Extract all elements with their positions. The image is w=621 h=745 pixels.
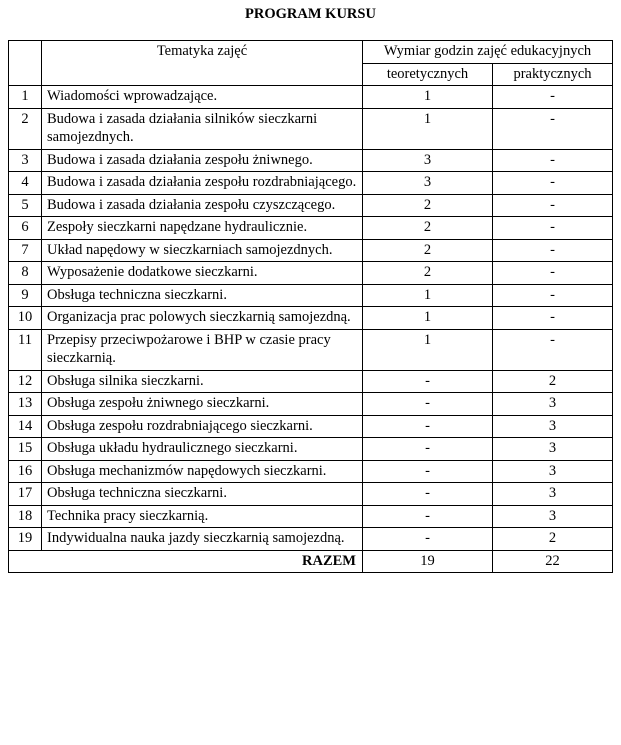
row-number: 11 (9, 329, 42, 370)
row-practice-hours: - (493, 86, 613, 109)
row-theory-hours: 2 (363, 217, 493, 240)
header-topic: Tematyka zajęć (42, 41, 363, 86)
table-row (9, 393, 613, 416)
row-theory-hours: 3 (363, 172, 493, 195)
row-topic: Indywidualna nauka jazdy sieczkarnią samojezdną. (42, 528, 363, 551)
row-topic: Obsługa zespołu żniwnego sieczkarni. (42, 393, 363, 416)
row-number: 6 (9, 217, 42, 240)
row-theory-hours: - (363, 415, 493, 438)
row-number: 2 (9, 108, 42, 149)
row-theory-hours: 2 (363, 194, 493, 217)
row-number: 10 (9, 307, 42, 330)
row-number: 5 (9, 194, 42, 217)
page-title: PROGRAM KURSU (245, 6, 376, 22)
row-topic: Budowa i zasada działania zespołu rozdrabniającego. (42, 172, 363, 195)
row-theory-hours: 1 (363, 307, 493, 330)
row-theory-hours: 1 (363, 284, 493, 307)
row-practice-hours: - (493, 194, 613, 217)
row-theory-hours: - (363, 528, 493, 551)
table-body (9, 86, 613, 551)
row-topic: Obsługa układu hydraulicznego sieczkarni. (42, 438, 363, 461)
row-number: 9 (9, 284, 42, 307)
row-theory-hours: - (363, 438, 493, 461)
row-number: 8 (9, 262, 42, 285)
row-number: 12 (9, 370, 42, 393)
row-topic: Organizacja prac polowych sieczkarnią samojezdną. (42, 307, 363, 330)
header-hours-group: Wymiar godzin zajęć edukacyjnych (363, 41, 613, 64)
row-practice-hours: 2 (493, 370, 613, 393)
row-number: 17 (9, 483, 42, 506)
table-row (9, 483, 613, 506)
row-theory-hours: 2 (363, 239, 493, 262)
table-row (9, 172, 613, 195)
row-number: 19 (9, 528, 42, 551)
row-number: 14 (9, 415, 42, 438)
table-row (9, 307, 613, 330)
row-number: 4 (9, 172, 42, 195)
total-label: RAZEM (9, 550, 363, 573)
total-theory: 19 (363, 550, 493, 573)
header-row-top (9, 41, 613, 64)
row-number: 1 (9, 86, 42, 109)
row-number: 3 (9, 149, 42, 172)
table-row (9, 262, 613, 285)
row-topic: Budowa i zasada działania zespołu czyszczącego. (42, 194, 363, 217)
row-theory-hours: 1 (363, 329, 493, 370)
row-topic: Wyposażenie dodatkowe sieczkarni. (42, 262, 363, 285)
row-topic: Obsługa techniczna sieczkarni. (42, 284, 363, 307)
row-topic: Budowa i zasada działania silników sieczkarni samojezdnych. (42, 108, 363, 149)
row-practice-hours: - (493, 284, 613, 307)
row-topic: Obsługa zespołu rozdrabniającego sieczkarni. (42, 415, 363, 438)
table-row (9, 149, 613, 172)
table-row (9, 370, 613, 393)
row-topic: Przepisy przeciwpożarowe i BHP w czasie pracy sieczkarnią. (42, 329, 363, 370)
row-topic: Obsługa techniczna sieczkarni. (42, 483, 363, 506)
table-row (9, 329, 613, 370)
table-row (9, 438, 613, 461)
row-practice-hours: - (493, 149, 613, 172)
row-number: 15 (9, 438, 42, 461)
row-topic: Obsługa silnika sieczkarni. (42, 370, 363, 393)
row-practice-hours: 3 (493, 438, 613, 461)
row-practice-hours: - (493, 307, 613, 330)
row-theory-hours: 2 (363, 262, 493, 285)
table-row (9, 217, 613, 240)
row-topic: Zespoły sieczkarni napędzane hydraulicznie. (42, 217, 363, 240)
row-number: 7 (9, 239, 42, 262)
table-row (9, 108, 613, 149)
row-practice-hours: - (493, 172, 613, 195)
total-practice: 22 (493, 550, 613, 573)
row-number: 13 (9, 393, 42, 416)
row-practice-hours: 3 (493, 393, 613, 416)
table-row (9, 460, 613, 483)
row-topic: Technika pracy sieczkarnią. (42, 505, 363, 528)
row-theory-hours: - (363, 370, 493, 393)
row-practice-hours: 3 (493, 483, 613, 506)
table-row (9, 86, 613, 109)
row-topic: Wiadomości wprowadzające. (42, 86, 363, 109)
row-practice-hours: 3 (493, 460, 613, 483)
row-practice-hours: - (493, 262, 613, 285)
row-number: 18 (9, 505, 42, 528)
table-row (9, 194, 613, 217)
header-practice: praktycznych (493, 63, 613, 86)
total-row (9, 550, 613, 573)
header-theory: teoretycznych (363, 63, 493, 86)
row-theory-hours: - (363, 460, 493, 483)
course-program-table (8, 40, 613, 573)
row-practice-hours: - (493, 329, 613, 370)
row-number: 16 (9, 460, 42, 483)
row-practice-hours: 3 (493, 415, 613, 438)
row-practice-hours: - (493, 108, 613, 149)
row-topic: Układ napędowy w sieczkarniach samojezdnych. (42, 239, 363, 262)
row-theory-hours: - (363, 505, 493, 528)
row-practice-hours: - (493, 217, 613, 240)
row-practice-hours: - (493, 239, 613, 262)
row-practice-hours: 3 (493, 505, 613, 528)
table-row (9, 239, 613, 262)
row-theory-hours: - (363, 483, 493, 506)
row-topic: Obsługa mechanizmów napędowych sieczkarni. (42, 460, 363, 483)
table-row (9, 284, 613, 307)
table-row (9, 505, 613, 528)
row-topic: Budowa i zasada działania zespołu żniwnego. (42, 149, 363, 172)
row-theory-hours: 3 (363, 149, 493, 172)
row-practice-hours: 2 (493, 528, 613, 551)
table-row (9, 415, 613, 438)
row-theory-hours: - (363, 393, 493, 416)
header-number-cell (9, 41, 42, 86)
table-row (9, 528, 613, 551)
row-theory-hours: 1 (363, 86, 493, 109)
row-theory-hours: 1 (363, 108, 493, 149)
